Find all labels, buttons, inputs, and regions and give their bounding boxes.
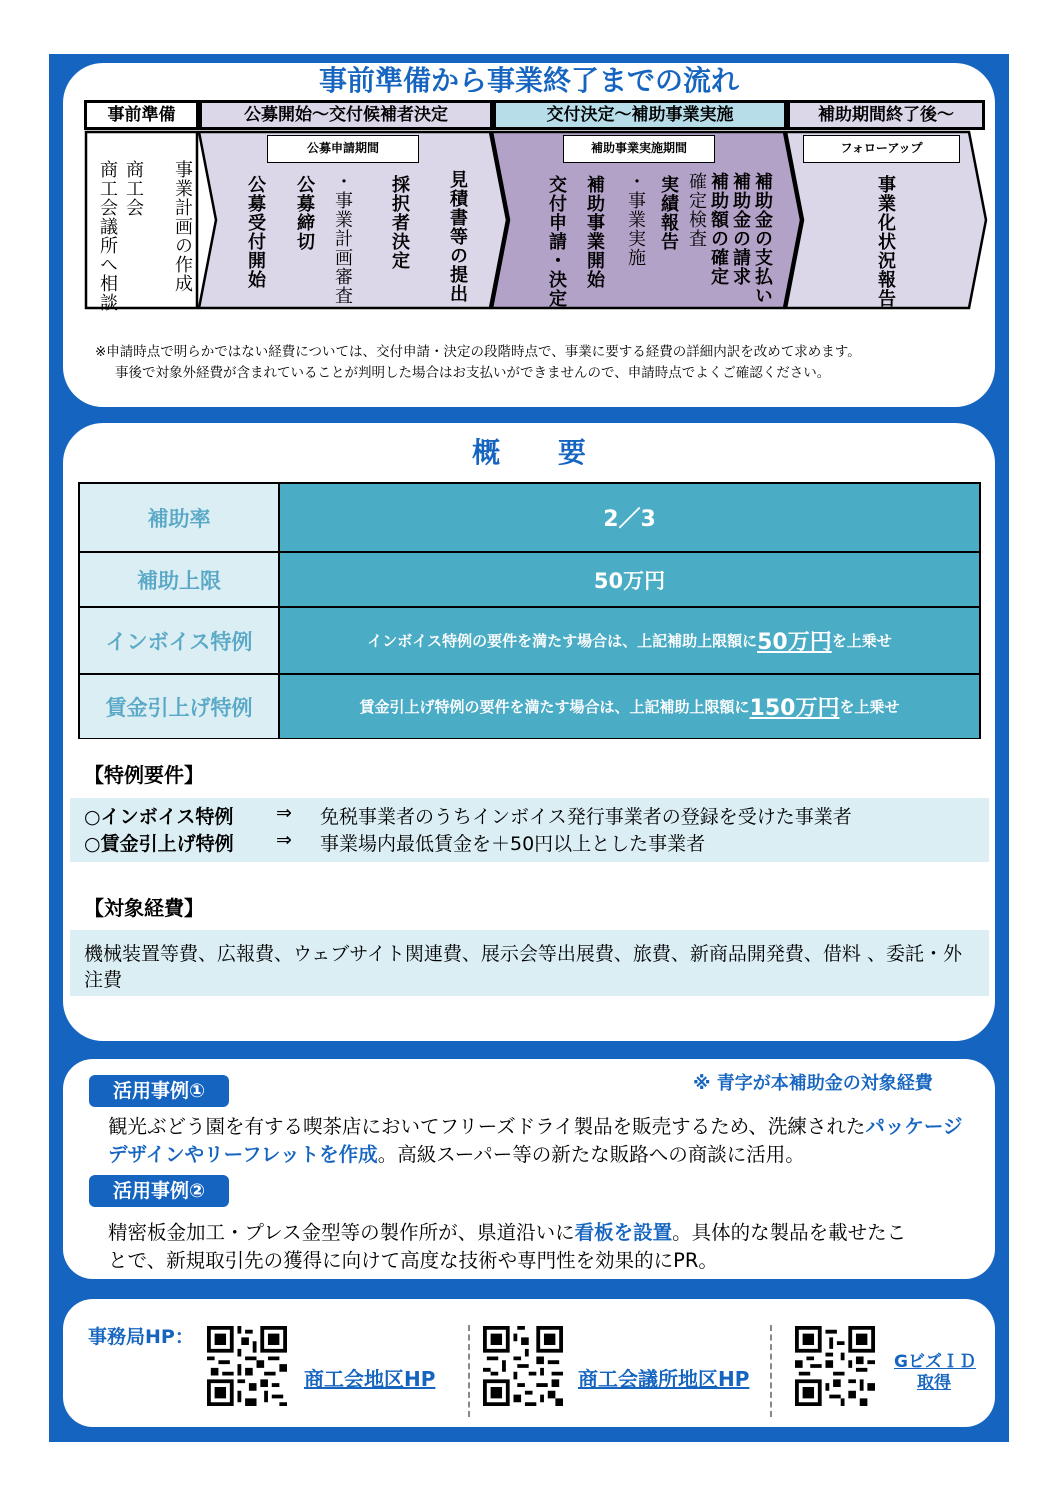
flow-header-phase2: 交付決定～補助事業実施 <box>493 100 787 130</box>
row-label: 補助率 <box>80 484 280 551</box>
row-value-post: を上乗せ <box>831 632 892 650</box>
flow-note-1: ※申請時点で明らかではない経費については、交付申請・決定の段階時点で、事業に要する経費の詳細内訳を改めて求めます。 <box>95 344 861 360</box>
case-text: 観光ぶどう園を有する喫茶店においてフリーズドライ製品を販売するため、洗練された <box>108 1115 866 1138</box>
row-value <box>280 608 979 673</box>
case-text: 。具体的な製品を載せたこ <box>672 1221 907 1244</box>
case-highlight: 看板を設置 <box>574 1221 673 1244</box>
overview-title: 概 要 <box>472 436 610 469</box>
flow-sub-implementation-period: 補助事業実施期間 <box>563 135 715 163</box>
row-value: 50万円 <box>280 553 979 606</box>
flow-title: 事前準備から事業終了までの流れ <box>318 64 739 97</box>
row-label: 賃金引上げ特例 <box>80 675 280 738</box>
row-value: 2／3 <box>280 484 979 551</box>
flow-step: 公募締切 <box>294 175 315 251</box>
row-value-post: を上乗せ <box>839 698 900 716</box>
flow-step: 補助金の支払い <box>752 172 773 305</box>
case-highlight: デザインやリーフレットを作成 <box>108 1143 378 1166</box>
flow-step: 確定検査 <box>686 172 707 248</box>
special-req-name: ○インボイス特例 <box>84 806 234 828</box>
special-req-item <box>84 802 233 829</box>
row-label: 補助上限 <box>80 553 280 606</box>
table-row <box>80 606 979 673</box>
row-value-pre: 賃金引上げ特例の要件を満たす場合は、上記補助上限額に <box>359 698 750 716</box>
row-value-amount: 50万円 <box>757 630 832 655</box>
case1-badge: 活用事例① <box>89 1075 229 1107</box>
flow-step: 事業化状況報告 <box>875 175 896 308</box>
flow-step: 補助額の確定 <box>708 172 729 286</box>
case-text: 。高級スーパー等の新たな販路への商談に活用。 <box>377 1143 805 1166</box>
qr-code-icon[interactable] <box>483 1326 563 1406</box>
flow-header-phase3: 補助期間終了後～ <box>787 100 985 130</box>
shokokai-hp-link[interactable]: 商工会地区HP <box>304 1367 436 1391</box>
flow-step: ・事業実施 <box>625 172 646 267</box>
table-row <box>80 551 979 606</box>
special-req-arrow: ⇒ <box>276 829 292 851</box>
flow-step: 補助金の請求 <box>730 172 751 286</box>
flow-step: 採択者決定 <box>389 175 410 270</box>
eligible-expenses-heading: 【対象経費】 <box>84 896 204 920</box>
row-value-pre: インボイス特例の要件を満たす場合は、上記補助上限額に <box>367 632 758 650</box>
footer-divider <box>770 1325 772 1417</box>
special-req-desc: 免税事業者のうちインボイス発行事業者の登録を受けた事業者 <box>320 806 852 828</box>
flow-step: 見積書等の提出 <box>447 170 468 303</box>
cases-legend: ※ 青字が本補助金の対象経費 <box>693 1073 933 1094</box>
row-label: インボイス特例 <box>80 608 280 673</box>
gbiz-id-link[interactable]: GビズＩＤ <box>894 1352 976 1372</box>
special-req-item <box>84 829 234 856</box>
row-value-amount: 150万円 <box>749 696 840 721</box>
overview-table <box>78 482 981 739</box>
flow-step: ・事業計画審査 <box>332 172 353 305</box>
special-req-desc: 事業場内最低賃金を＋50円以上とした事業者 <box>320 833 706 855</box>
shokokaigisho-hp-link[interactable]: 商工会議所地区HP <box>578 1367 750 1391</box>
flow-step: 補助事業開始 <box>584 175 605 289</box>
flow-step: 事業計画の作成 <box>172 160 193 293</box>
eligible-expenses-line1: 機械装置等費、広報費、ウェブサイト関連費、展示会等出展費、旅費、新商品開発費、借料 、委託・外 <box>84 943 962 965</box>
case2-line2: とで、新規取引先の獲得に向けて高度な技術や専門性を効果的にPR。 <box>108 1249 718 1272</box>
case2-line1 <box>108 1218 906 1247</box>
table-row <box>80 484 979 551</box>
qr-code-icon[interactable] <box>207 1326 287 1406</box>
flow-step: 商工会 <box>123 160 144 217</box>
special-req-name: ○賃金引上げ特例 <box>84 833 234 855</box>
gbiz-id-acquire-link[interactable]: 取得 <box>917 1373 951 1393</box>
qr-code-icon[interactable] <box>795 1326 875 1406</box>
flow-step: 商工会議所へ相談 <box>97 160 118 312</box>
case-highlight: パッケージ <box>865 1115 963 1138</box>
flow-header-prep: 事前準備 <box>84 100 199 130</box>
flow-step: 公募受付開始 <box>245 175 266 289</box>
flow-note-2: 事後で対象外経費が含まれていることが判明した場合はお支払いができませんので、申請時点でよくご確認ください。 <box>115 365 831 381</box>
flow-sub-follow-up: フォローアップ <box>803 135 960 163</box>
case-text: 精密板金加工・プレス金型等の製作所が、県道沿いに <box>108 1221 575 1244</box>
case1-line2 <box>108 1140 805 1169</box>
eligible-expenses-line2: 注費 <box>84 969 123 991</box>
footer-label: 事務局HP： <box>88 1326 194 1348</box>
case1-line1 <box>108 1112 963 1141</box>
flow-sub-application-period: 公募申請期間 <box>267 135 419 163</box>
flow-step: 交付申請・決定 <box>546 175 567 308</box>
table-row <box>80 673 979 738</box>
row-value <box>280 675 979 738</box>
case2-badge: 活用事例② <box>89 1175 229 1207</box>
flow-header-phase1: 公募開始～交付候補者決定 <box>199 100 493 130</box>
flow-step: 実績報告 <box>658 175 679 251</box>
footer-divider <box>468 1325 470 1417</box>
special-req-arrow: ⇒ <box>276 802 292 824</box>
special-requirements-heading: 【特例要件】 <box>84 763 204 787</box>
